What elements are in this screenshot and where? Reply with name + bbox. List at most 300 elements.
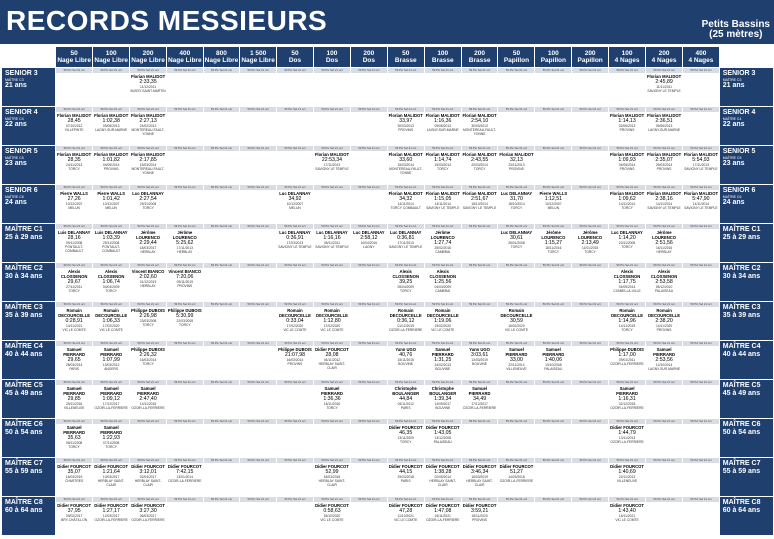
record-date: 18/10/2014 (471, 202, 488, 206)
record-cell (240, 419, 276, 457)
record-location: OZOIR-LA-FERRIERE (610, 406, 644, 410)
swimmer-name: Romain DECOURCELLE (58, 308, 91, 318)
record-cell (425, 341, 461, 379)
record-date: 22/11/2013 (618, 475, 636, 479)
event-distance: 200 (363, 49, 375, 57)
record-cell (646, 146, 682, 184)
record-meta-strip: 59 Ptc Sel 21 oct (56, 224, 92, 229)
record-cell (277, 458, 313, 496)
swimmer-name: Didier FOURCOT (315, 464, 349, 469)
record-meta-strip: 59 Ptc Sel 21 oct (167, 107, 203, 112)
swimmer-name: Florian MALIDOT (646, 113, 682, 118)
swimmer-name: Luis DELANNAY (94, 230, 128, 235)
swimmer-name: Didier FOURCOT (57, 503, 91, 508)
record-date: 05/11/2011 (323, 241, 340, 245)
record-time: 1:07,99 (102, 357, 120, 363)
record-cell (277, 302, 313, 340)
record-date: 17/11/2013 (397, 241, 414, 245)
category-label (2, 419, 55, 457)
record-meta-strip: 59 Ptc Sel 21 oct (351, 146, 387, 151)
record-cell (240, 68, 276, 106)
record-location: HERBLAY (140, 250, 156, 254)
record-meta-strip: 59 Ptc Sel 21 oct (498, 263, 534, 268)
record-meta-strip: 59 Ptc Sel 21 oct (572, 185, 608, 190)
record-cell (56, 458, 92, 496)
category-name: MAÎTRE C5 (722, 382, 761, 389)
record-meta-strip: 59 Ptc Sel 21 oct (609, 185, 645, 190)
record-meta-strip: 59 Ptc Sel 21 oct (462, 380, 498, 385)
record-cell (425, 419, 461, 457)
record-meta-strip: 59 Ptc Sel 21 oct (535, 68, 571, 73)
record-time: 2:36,51 (655, 118, 673, 124)
record-cell (240, 497, 276, 535)
record-cell (572, 224, 608, 262)
record-meta-strip: 59 Ptc Sel 21 oct (204, 146, 240, 151)
record-date: 14/11/2014 (397, 202, 414, 206)
record-date: 19/03/2018 (397, 475, 414, 479)
record-location: OZOIR-LA-FERRIERE (462, 406, 497, 410)
record-cell (204, 107, 240, 145)
category-name: MAÎTRE C4 (722, 343, 761, 350)
record-meta-strip: 59 Ptc Sel 21 oct (609, 380, 645, 385)
record-meta-strip: 59 Ptc Sel 21 oct (683, 224, 719, 229)
record-date: 17/11/2013 (176, 246, 193, 250)
record-cell (167, 68, 203, 106)
record-cell (462, 341, 498, 379)
age-range: 23 ans (722, 160, 745, 167)
record-meta-strip: 59 Ptc Sel 21 oct (130, 68, 166, 73)
record-time: 1:36,36 (323, 396, 341, 402)
age-range: 50 à 54 ans (722, 429, 761, 436)
record-meta-strip: 59 Ptc Sel 21 oct (240, 302, 276, 307)
swimmer-name: Samuel PIERRARD (63, 386, 86, 396)
record-meta-strip: 59 Ptc Sel 21 oct (204, 302, 240, 307)
record-cell (56, 380, 92, 418)
record-meta-strip: 59 Ptc Sel 21 oct (56, 107, 92, 112)
record-cell (240, 263, 276, 301)
record-cell (204, 497, 240, 535)
record-meta-strip: 59 Ptc Sel 21 oct (683, 380, 719, 385)
record-meta-strip: 59 Ptc Sel 21 oct (130, 302, 166, 307)
event-distance: 200 (584, 49, 596, 57)
record-cell (314, 107, 350, 145)
record-date: 17/11/2013 (323, 163, 341, 167)
event-stroke: Nage Libre (94, 57, 128, 64)
record-location: VIC LE COMTE (394, 518, 418, 522)
record-cell (314, 497, 350, 535)
swimmer-name: Romain DECOURCELLE (95, 308, 128, 318)
event-distance: 50 (512, 49, 521, 57)
swimmer-name: Didier FOURCOT (425, 425, 460, 430)
record-date: 10/12/2007 (286, 202, 304, 206)
record-cell (351, 458, 387, 496)
swimmer-name: Florian MALIDOT (646, 191, 682, 196)
record-cell (56, 68, 92, 106)
record-cell (167, 341, 203, 379)
record-location: OZOIR-LA-FERRIERE (131, 518, 165, 522)
record-time: 34,49 (473, 396, 487, 402)
record-meta-strip: 59 Ptc Sel 21 oct (56, 185, 92, 190)
records-table (1, 46, 774, 536)
record-date: 02/04/2017 (139, 475, 157, 479)
record-cell (314, 341, 350, 379)
record-cell (388, 380, 424, 418)
record-meta-strip: 59 Ptc Sel 21 oct (240, 341, 276, 346)
swimmer-name: Florian MALIDOT (57, 152, 92, 157)
record-location: TORCY (142, 362, 154, 366)
table-row (2, 146, 773, 184)
record-cell (351, 419, 387, 457)
record-cell (609, 419, 645, 457)
table-row (2, 185, 773, 223)
category-label (720, 68, 773, 106)
record-meta-strip: 59 Ptc Sel 21 oct (314, 341, 350, 346)
record-cell (277, 185, 313, 223)
record-time: 1:16,36 (434, 118, 452, 124)
record-location: SAVIGNY LE TEMPLE (426, 206, 460, 210)
record-meta-strip: 59 Ptc Sel 21 oct (388, 185, 424, 190)
record-cell (498, 146, 534, 184)
record-cell (93, 341, 129, 379)
record-location: OZOIR-LA-FERRIERE (131, 406, 165, 410)
record-meta-strip: 59 Ptc Sel 21 oct (683, 185, 719, 190)
record-time: 2:35,07 (655, 157, 673, 163)
record-cell (609, 497, 645, 535)
swimmer-name: Jérôme LOURENCO (172, 230, 197, 240)
swimmer-name: Didier FOURCOT (462, 464, 497, 469)
record-date: 18/11/2020 (471, 514, 488, 518)
record-time: 1:43,05 (434, 430, 452, 436)
record-cell (351, 380, 387, 418)
record-time: 1:39,34 (434, 396, 452, 402)
record-date: 16/03/2014 (286, 358, 304, 362)
record-meta-strip: 59 Ptc Sel 21 oct (277, 458, 313, 463)
record-location: LAGNY-SUR-MARNE (648, 367, 681, 371)
record-cell (498, 263, 534, 301)
record-cell (498, 68, 534, 106)
record-time: 1:15,05 (434, 196, 452, 202)
category-label (720, 380, 773, 418)
record-meta-strip: 59 Ptc Sel 21 oct (388, 146, 424, 151)
swimmer-name: Didier FOURCOT (610, 503, 644, 508)
record-date: 10/12/2007 (102, 202, 120, 206)
record-date: 11/10/2021 (397, 514, 414, 518)
record-time: 2:51,67 (470, 196, 489, 202)
record-time: 0:36,81 (397, 235, 415, 241)
record-meta-strip: 59 Ptc Sel 21 oct (462, 224, 498, 229)
record-cell (425, 107, 461, 145)
record-cell (498, 302, 534, 340)
record-meta-strip: 59 Ptc Sel 21 oct (646, 302, 682, 307)
swimmer-name: Didier FOURCOT (315, 503, 349, 508)
record-location: VIC LE COMTE (283, 328, 307, 332)
swimmer-name: Didier FOURCOT (425, 464, 460, 469)
record-meta-strip: 59 Ptc Sel 21 oct (609, 458, 645, 463)
record-date: 13/12/2008 (434, 436, 451, 440)
record-meta-strip: 59 Ptc Sel 21 oct (498, 341, 534, 346)
record-date: 04/05/2014 (102, 163, 120, 167)
swimmer-name: Florian MALIDOT (388, 152, 423, 157)
swimmer-name: Vincent BIANCO (168, 269, 202, 274)
event-stroke: Brasse (431, 57, 454, 64)
category-name: MAÎTRE C1 (722, 226, 761, 233)
record-location: SAVIGNY LE TEMPLE (389, 245, 423, 249)
record-cell (130, 497, 166, 535)
swimmer-name: Florian MALIDOT (388, 113, 423, 118)
record-date: 15/11/2016 (397, 358, 414, 362)
record-meta-strip: 59 Ptc Sel 21 oct (167, 68, 203, 73)
record-date: 17/02/2020 (102, 324, 120, 328)
record-date: 17/12/2017 (102, 402, 120, 406)
record-time: 2:38,20 (655, 318, 673, 324)
record-cell (277, 68, 313, 106)
category-name: SENIOR 4 (5, 109, 38, 116)
category-label (2, 302, 55, 340)
record-cell (646, 302, 682, 340)
swimmer-name: Samuel PIERRARD (542, 347, 565, 357)
record-meta-strip: 59 Ptc Sel 21 oct (130, 146, 166, 151)
record-date: 14/11/2020 (655, 324, 673, 328)
record-date: 10/04/2016 (360, 241, 378, 245)
record-cell (462, 263, 498, 301)
record-cell (130, 263, 166, 301)
category-label (720, 341, 773, 379)
record-time: 22:53,34 (321, 157, 343, 163)
record-time: 1:06,33 (102, 318, 120, 324)
record-time: 2:13,49 (581, 240, 599, 246)
record-meta-strip: 59 Ptc Sel 21 oct (93, 380, 129, 385)
category-label (720, 185, 773, 223)
record-date: 23/11/2008 (618, 241, 636, 245)
swimmer-name: Didier FOURCOT (167, 464, 202, 469)
record-meta-strip: 59 Ptc Sel 21 oct (351, 497, 387, 502)
record-meta-strip: 59 Ptc Sel 21 oct (93, 419, 129, 424)
record-time: 0:36,91 (286, 235, 304, 241)
record-location: PROVINS (619, 128, 635, 132)
record-meta-strip: 59 Ptc Sel 21 oct (388, 497, 424, 502)
record-meta-strip: 59 Ptc Sel 21 oct (425, 224, 461, 229)
record-meta-strip: 59 Ptc Sel 21 oct (351, 224, 387, 229)
record-cell (204, 458, 240, 496)
record-time: 35,63 (67, 435, 81, 441)
record-cell (93, 458, 129, 496)
record-cell (130, 185, 166, 223)
record-location: PROVINS (656, 167, 672, 171)
record-time: 1:31,25 (434, 357, 452, 363)
age-range: 60 à 64 ans (722, 507, 761, 514)
record-cell (204, 302, 240, 340)
swimmer-name: Didier FOURCOT (94, 503, 129, 508)
record-location: VIC LE COMTE (320, 328, 344, 332)
record-meta-strip: 59 Ptc Sel 21 oct (462, 458, 498, 463)
record-time: 1:40,06 (544, 357, 563, 363)
record-meta-strip: 59 Ptc Sel 21 oct (130, 380, 166, 385)
record-date: 02/05/2014 (434, 475, 451, 479)
record-meta-strip: 59 Ptc Sel 21 oct (572, 419, 608, 424)
record-location: PARIS (400, 406, 411, 410)
record-date: 10/03/2017 (102, 475, 120, 479)
event-stroke: 4 Nages (651, 57, 677, 64)
swimmer-name: Luc DELANNAY (353, 230, 385, 235)
record-location: SAVIGNY LE TEMPLE (684, 206, 718, 210)
swimmer-name: Philippe DUBOIS (131, 347, 165, 352)
record-time: 28,08 (325, 352, 339, 358)
record-date: 16/02/2020 (508, 324, 525, 328)
event-header (56, 47, 92, 67)
category-name: MAÎTRE C2 (722, 265, 761, 272)
record-date: 24/11/2013 (66, 163, 83, 167)
record-meta-strip: 59 Ptc Sel 21 oct (277, 146, 313, 151)
record-time: 1:27,74 (434, 240, 452, 246)
record-meta-strip: 59 Ptc Sel 21 oct (498, 146, 534, 151)
record-time: 2:58,12 (360, 235, 378, 241)
swimmer-name: Christophe BOULANGER (392, 386, 420, 396)
swimmer-name: Pierre WALLS (97, 191, 126, 196)
record-cell (314, 458, 350, 496)
record-meta-strip: 59 Ptc Sel 21 oct (314, 419, 350, 424)
age-range: 40 à 44 ans (722, 351, 761, 358)
record-cell (93, 497, 129, 535)
record-cell (683, 302, 719, 340)
record-date: 25/02/2016 (434, 246, 451, 250)
record-meta-strip: 59 Ptc Sel 21 oct (130, 107, 166, 112)
record-meta-strip: 59 Ptc Sel 21 oct (646, 107, 682, 112)
record-location: PALAISEAU (433, 440, 452, 444)
record-cell (351, 341, 387, 379)
record-location: VIC LE COMTE (431, 328, 455, 332)
record-meta-strip: 59 Ptc Sel 21 oct (277, 380, 313, 385)
record-time: 1:03,39 (102, 235, 120, 241)
record-cell (167, 185, 203, 223)
event-distance: 200 (474, 49, 486, 57)
event-stroke: Dos (362, 57, 375, 64)
record-date: 09/11/2019 (176, 280, 193, 284)
record-meta-strip: 59 Ptc Sel 21 oct (425, 419, 461, 424)
record-time: 44,15 (399, 469, 413, 475)
record-meta-strip: 59 Ptc Sel 21 oct (462, 107, 498, 112)
record-date: 04/04/2009 (102, 285, 120, 289)
swimmer-name: Luc DELANNAY (389, 230, 422, 235)
record-meta-strip: 59 Ptc Sel 21 oct (683, 302, 719, 307)
record-meta-strip: 59 Ptc Sel 21 oct (683, 263, 719, 268)
record-location: HERBLAY (656, 250, 672, 254)
record-time: 1:27,17 (102, 508, 120, 514)
record-location: SAVIGNY LE TEMPLE (278, 245, 312, 249)
record-time: 2:27,13 (139, 118, 157, 124)
record-cell (351, 263, 387, 301)
record-meta-strip: 59 Ptc Sel 21 oct (535, 107, 571, 112)
record-date: 08/11/2008 (66, 441, 83, 445)
record-cell (277, 380, 313, 418)
record-time: 1:40,69 (618, 469, 636, 475)
record-meta-strip: 59 Ptc Sel 21 oct (388, 68, 424, 73)
record-time: 2:43,55 (470, 157, 489, 163)
event-stroke: Nage Libre (167, 57, 202, 64)
record-meta-strip: 59 Ptc Sel 21 oct (93, 68, 129, 73)
record-time: 1:14,96 (618, 318, 636, 324)
record-cell (498, 185, 534, 223)
record-cell (277, 263, 313, 301)
record-meta-strip: 59 Ptc Sel 21 oct (277, 68, 313, 73)
record-location: SAVIGNY LE TEMPLE (684, 167, 718, 171)
record-date: 10/03/2012 (102, 363, 120, 367)
record-date: 29/03/2014 (655, 163, 673, 167)
record-date: 05/04/2009 (397, 285, 414, 289)
record-time: 1:01,42 (102, 196, 120, 202)
record-cell (535, 302, 571, 340)
event-stroke: Dos (288, 57, 302, 64)
event-header (351, 47, 387, 67)
record-meta-strip: 59 Ptc Sel 21 oct (646, 185, 682, 190)
record-date: 11/11/2011 (656, 85, 672, 89)
record-cell (462, 419, 498, 457)
record-meta-strip: 59 Ptc Sel 21 oct (388, 263, 424, 268)
category-label (720, 458, 773, 496)
age-range: 50 à 54 ans (5, 429, 43, 436)
record-location: MELUN (68, 206, 80, 210)
record-cell (683, 341, 719, 379)
record-date: 14/11/2014 (434, 202, 451, 206)
record-cell (167, 497, 203, 535)
record-cell (535, 68, 571, 106)
event-distance: 50 (402, 49, 410, 57)
record-location: MONTEREAU-FAULT-YONNE (389, 167, 423, 175)
record-cell (462, 68, 498, 106)
record-cell (351, 224, 387, 262)
record-date: 02/06/2013 (618, 124, 636, 128)
category-name: MAÎTRE C7 (5, 460, 43, 467)
record-cell (167, 302, 203, 340)
record-date: 16/11/2016 (655, 246, 673, 250)
record-cell (167, 146, 203, 184)
record-meta-strip: 59 Ptc Sel 21 oct (535, 380, 571, 385)
category-label (720, 107, 773, 145)
record-location: TORCY (399, 440, 412, 444)
record-date: 14/11/2014 (692, 202, 710, 206)
record-cell (425, 185, 461, 223)
record-meta-strip: 59 Ptc Sel 21 oct (204, 68, 240, 73)
record-time: 30,59 (509, 318, 523, 324)
record-meta-strip: 59 Ptc Sel 21 oct (204, 341, 240, 346)
record-location: TORCY (179, 323, 191, 327)
record-cell (167, 107, 203, 145)
event-header (535, 47, 571, 67)
record-date: 04/04/2009 (434, 285, 451, 289)
swimmer-name: Florian MALIDOT (130, 74, 166, 79)
record-meta-strip: 59 Ptc Sel 21 oct (683, 497, 719, 502)
record-time: 1:14,13 (618, 118, 636, 124)
record-meta-strip: 59 Ptc Sel 21 oct (683, 341, 719, 346)
record-cell (609, 458, 645, 496)
age-range: 24 ans (722, 199, 745, 206)
record-meta-strip: 59 Ptc Sel 21 oct (56, 380, 92, 385)
record-cell (388, 68, 424, 106)
record-meta-strip: 59 Ptc Sel 21 oct (646, 224, 682, 229)
age-range: 45 à 49 ans (5, 390, 43, 397)
record-cell (204, 380, 240, 418)
record-cell (314, 380, 350, 418)
event-header (572, 47, 608, 67)
record-time: 2:26,32 (139, 352, 157, 358)
record-time: 0:58,63 (323, 508, 341, 514)
category-label (720, 263, 773, 301)
record-date: 18/03/2017 (139, 246, 157, 250)
record-location: MELUN (105, 206, 117, 210)
record-location: HERBLAY SAINT-CLAIR (318, 362, 346, 370)
record-cell (683, 146, 719, 184)
record-date: 19/02/2020 (434, 324, 451, 328)
record-cell (388, 107, 424, 145)
